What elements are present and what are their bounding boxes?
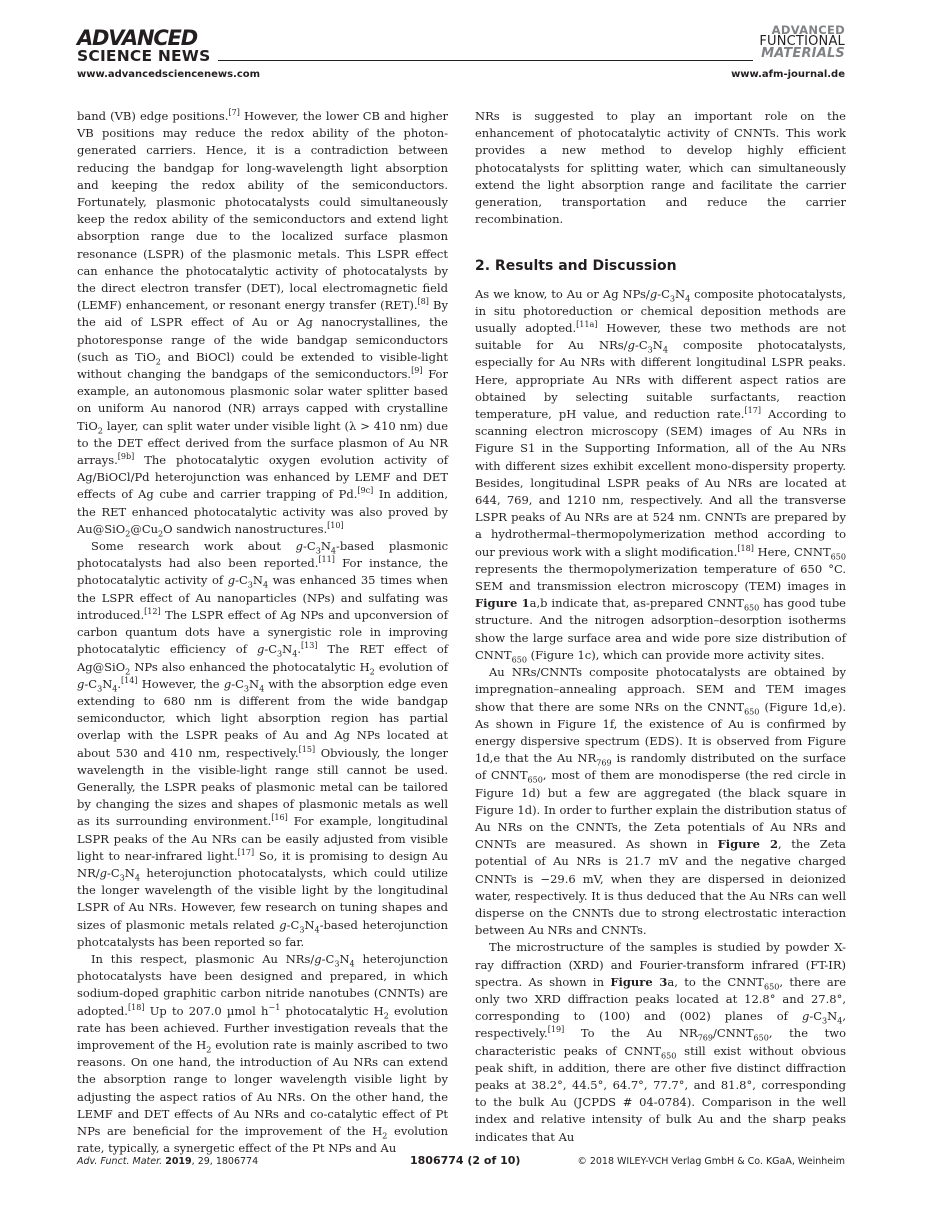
journal-url[interactable]: www.afm-journal.de xyxy=(731,69,845,80)
footer-copyright: © 2018 WILEY-VCH Verlag GmbH & Co. KGaA, Weinheim xyxy=(577,1156,845,1167)
paragraph: NRs is suggested to play an important role on the enhancement of photocatalytic activity of CNNTs. This work provides a new method to develop highly efficient photocatalysts for splitting water, which can simultaneously extend the light absorption range and facilitate the carrier generation, transportation and reduce the carrier recombination. xyxy=(475,109,846,227)
publisher-logo-line1: ADVANCED xyxy=(77,26,197,50)
section-heading: 2. Results and Discussion xyxy=(475,258,677,275)
paragraph: Some research work about $g-C_3N_4$-based plasmonic photocatalysts had also been reported.[11] For instance, the photocatalytic activity of $g-C_3N_4$ was enhanced 35 times when the LSPR effect of Au nanoparticles (NPs) and sulfating was introduced.[12] The LSPR effect of Ag NPs and upconversion of carbon quantum dots have a synergistic role in improving photocatalytic efficiency of $g-C_3N_4.[13]$ The RET effect of Ag@SiO$_2$ NPs also enhanced the photocatalytic $H_2$ evolution of $g-C_3N_4.[14]$ However, the $g-C_3N_4$ with the absorption edge even extending to 680 nm is different from the wide bandgap semiconductor, which light absorption region has partial overlap with the LSPR peaks of Au and Ag NPs located at about 530 and 410 nm, respectively.[15] Obviously, the longer wavelength in the visible-light range still cannot be used. Generally, the LSPR peaks of plasmonic metal can be tailored by changing the sizes and shapes of plasmonic metals as well as its surrounding environment.[16] For example, longitudinal LSPR peaks of the Au NRs can be easily adjusted from visible light to near-infrared light.[17] So, it is promising to design Au $NR/g-C_3N_4$ heterojunction photocatalysts, which could utilize the longer wavelength of the visible light by the longitudinal LSPR of Au NRs. However, few research on tuning shapes and sizes of plasmonic metals related $g-C_3N_4$-based heterojunction photcatalysts has been reported so far. xyxy=(77,539,449,949)
header-rule xyxy=(218,60,753,61)
publisher-logo xyxy=(77,26,211,65)
footer-year: 2019 xyxy=(165,1156,192,1167)
footer-volume: , 29, 1806774 xyxy=(191,1156,259,1167)
journal-logo-line1: ADVANCED xyxy=(771,23,845,37)
footer-page: 1806774 (2 of 10) xyxy=(410,1154,521,1167)
right-column xyxy=(475,108,846,1146)
paragraph: Au NRs/CNNTs composite photocatalysts are obtained by impregnation–annealing approach. SEM and TEM images show that there are some NRs on the $CNNT_{650}$ (Figure 1d,e). As shown in Figure 1f, the existence of Au is confirmed by energy dispersive spectrum (EDS). It is observed from Figure 1d,e that the Au $NR_{769}$ is randomly distributed on the surface of $CNNT_{650}$, most of them are monodisperse (the red circle in Figure 1d) but a few are aggregated (the black square in Figure 1d). In order to further explain the distribution status of Au NRs on the CNNTs, the Zeta potentials of Au NRs and CNNTs are measured. As shown in Figure 2, the Zeta potential of Au NRs is 21.7 mV and the negative charged CNNTs is −29.6 mV, when they are dispersed in deionized water, respectively. It is thus deduced that the Au NRs can well disperse on the CNNTs due to strong electrostatic interaction between Au NRs and CNNTs. xyxy=(475,665,846,938)
left-column xyxy=(77,108,448,1157)
journal-logo xyxy=(759,24,845,60)
journal-logo-line3: MATERIALS xyxy=(761,46,845,61)
paragraph: In this respect, plasmonic Au NRs/$g-C_3N_4$ heterojunction photocatalysts have been designed and prepared, in which sodium-doped graphitic carbon nitride nanotubes (CNNTs) are adopted.[18] Up to 207.0 µmol $h^{-1}$ photocatalytic $H_2$ evolution rate has been achieved. Further investigation reveals that the improvement of the $H_2$ evolution rate is mainly ascribed to two reasons. On one hand, the introduction of Au NRs can extend the absorption range to longer wavelength visible light by adjusting the aspect ratios of Au NRs. On the other hand, the LEMF and DET effects of Au NRs and co-catalytic effect of Pt NPs are beneficial for the improvement of the $H_2$ evolution rate, typically, a synergetic effect of the Pt NPs and Au xyxy=(77,951,448,1156)
journal-logo-line2: FUNCTIONAL xyxy=(759,34,845,49)
paragraph: As we know, to Au or Ag NPs/$g-C_3N_4$ composite photocatalysts, in situ photoreduction or chemical deposition methods are usually adopted.[11a] However, these two methods are not suitable for Au NRs/$g-C_3N_4$ composite photocatalysts, especially for Au NRs with different longitudinal LSPR peaks. Here, appropriate Au NRs with different aspect ratios are obtained by selecting suitable surfactants, reaction temperature, pH value, and reduction rate.[17] According to scanning electron microscopy (SEM) images of Au NRs in Figure S1 in the Supporting Information, all of the Au NRs with different sizes exhibit excellent mono-dispersity property. Besides, longitudinal LSPR peaks of Au NRs are located at 644, 769, and 1210 nm, respectively. And all the transverse LSPR peaks of Au NRs are at 524 nm. CNNTs are prepared by a hydrothermal–thermopolymerization method according to our previous work with a slight modification.[18] Here, $CNNT_{650}$ represents the thermopolymerization temperature of 650 °C. SEM and transmission electron microscopy (TEM) images in Figure 1a,b indicate that, as-prepared $CNNT_{650}$ has good tube structure. And the nitrogen adsorption–desorption isotherms show the large surface area and wide pore size distribution of $CNNT_{650}$ (Figure 1c), which can provide more activity sites. xyxy=(475,286,847,665)
publisher-url[interactable]: www.advancedsciencenews.com xyxy=(77,69,261,80)
footer-citation xyxy=(77,1156,258,1167)
paragraph: band (VB) edge positions.[7] However, the lower CB and higher VB positions may reduce the redox ability of the photon-generated carriers. Hence, it is a contradiction between reducing the bandgap for long-wavelength light absorption and keeping the redox ability of the semiconductors. Fortunately, plasmonic photocatalysts could simultaneously keep the redox ability of the semiconductors and extend light absorption range due to the localized surface plasmon resonance (LSPR) of the plasmonic metals. This LSPR effect can enhance the photocatalytic activity of photocatalysts by the direct electron transfer (DET), local electromagnetic field (LEMF) enhancement, or resonant energy transfer (RET).[8] By the aid of LSPR effect of Au or Ag nanocrystallines, the photoresponse range of the wide bandgap semiconductors (such as TiO$_2$ and BiOCl) could be extended to visible-light without changing the bandgaps of the semiconductors.[9] For example, an autonomous plasmonic solar water splitter based on uniform Au nanorod (NR) arrays capped with crystalline TiO$_2$ layer, can split water under visible light (λ > 410 nm) due to the DET effect derived from the surface plasmon of Au NR arrays.[9b] The photocatalytic oxygen evolution activity of Ag/BiOCl/Pd heterojunction was enhanced by LEMF and DET effects of Ag cube and carrier trapping of Pd.[9c] In addition, the RET enhanced photocatalytic activity was also proved by $Au@SiO_2@Cu_2O$ sandwich nanostructures.[10] xyxy=(77,108,449,539)
footer-journal: Adv. Funct. Mater. xyxy=(77,1156,163,1167)
publisher-logo-line2: SCIENCE NEWS xyxy=(77,47,211,65)
paragraph: The microstructure of the samples is studied by powder X-ray diffraction (XRD) and Fourier-transform infrared (FT-IR) spectra. As shown in Figure 3a, to the $CNNT_{650}$, there are only two XRD diffraction peaks located at 12.8° and 27.8°, corresponding to (100) and (002) planes of $g-C_3N_4$, respectively.[19] To the Au $NR_{769}/CNNT_{650}$, the two characteristic peaks of $CNNT_{650}$ still exist without obvious peak shift, in addition, there are other five distinct diffraction peaks at 38.2°, 44.5°, 64.7°, 77.7°, and 81.8°, corresponding to the bulk Au (JCPDS # 04-0784). Comparison in the well index and relative intensity of bulk Au and the sharp peaks indicates that Au xyxy=(475,940,846,1144)
